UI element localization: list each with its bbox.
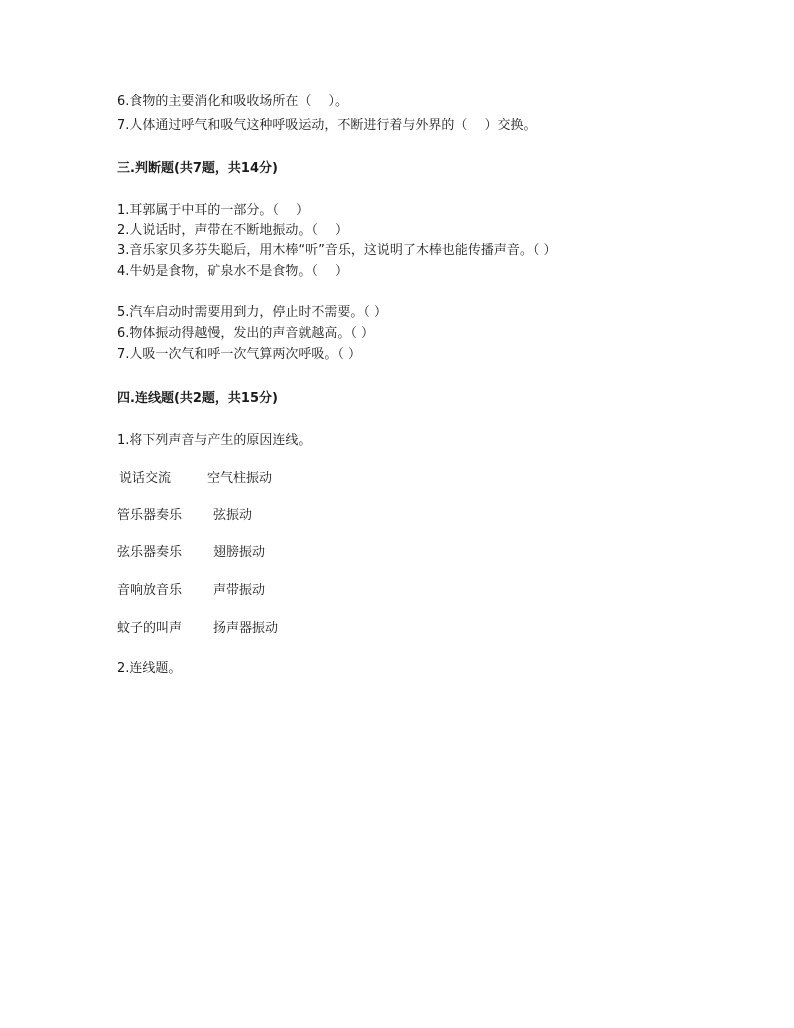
- match-question-1: 1.将下列声音与产生的原因连线。: [117, 433, 312, 448]
- judge-question-7: 7.人吸一次气和呼一次气算两次呼吸。（ ）: [117, 347, 362, 362]
- judge-question-5: 5.汽车启动时需要用到力，停止时不需要。（ ）: [117, 305, 388, 320]
- match-question-2: 2.连线题。: [117, 661, 182, 676]
- match-right-item: 弦振动: [213, 508, 253, 523]
- match-pair: [117, 471, 272, 487]
- match-right-item: 声带振动: [213, 583, 266, 598]
- match-left-item: 说话交流: [119, 471, 172, 486]
- judge-question-6: 6.物体振动得越慢，发出的声音就越高。（ ）: [117, 326, 375, 341]
- match-left-item: 蚊子的叫声: [117, 621, 183, 636]
- match-right-item: 翅膀振动: [213, 545, 266, 560]
- match-pair: [117, 621, 278, 637]
- match-left-item: 弦乐器奏乐: [117, 545, 183, 560]
- match-right-item: 空气柱振动: [207, 471, 273, 486]
- fill-question-7: 7.人体通过呼气和吸气这种呼吸运动，不断进行着与外界的（ ）交换。: [117, 118, 537, 133]
- match-section-heading: 四.连线题(共2题，共15分): [117, 391, 278, 406]
- match-right-item: 扬声器振动: [213, 621, 279, 636]
- judge-question-4: 4.牛奶是食物，矿泉水不是食物。（ ）: [117, 264, 349, 279]
- judge-question-1: 1.耳郭属于中耳的一部分。（ ）: [117, 203, 310, 218]
- match-pair: [117, 583, 265, 599]
- judge-section-heading: 三.判断题(共7题，共14分): [117, 161, 278, 176]
- fill-question-6: 6.食物的主要消化和吸收场所在（ ）。: [117, 94, 349, 109]
- match-pair: [117, 508, 252, 524]
- match-pair: [117, 545, 265, 561]
- judge-question-3: 3.音乐家贝多芬失聪后，用木棒“听”音乐，这说明了木棒也能传播声音。（ ）: [117, 243, 557, 258]
- match-left-item: 管乐器奏乐: [117, 508, 183, 523]
- match-left-item: 音响放音乐: [117, 583, 183, 598]
- judge-question-2: 2.人说话时，声带在不断地振动。（ ）: [117, 223, 349, 238]
